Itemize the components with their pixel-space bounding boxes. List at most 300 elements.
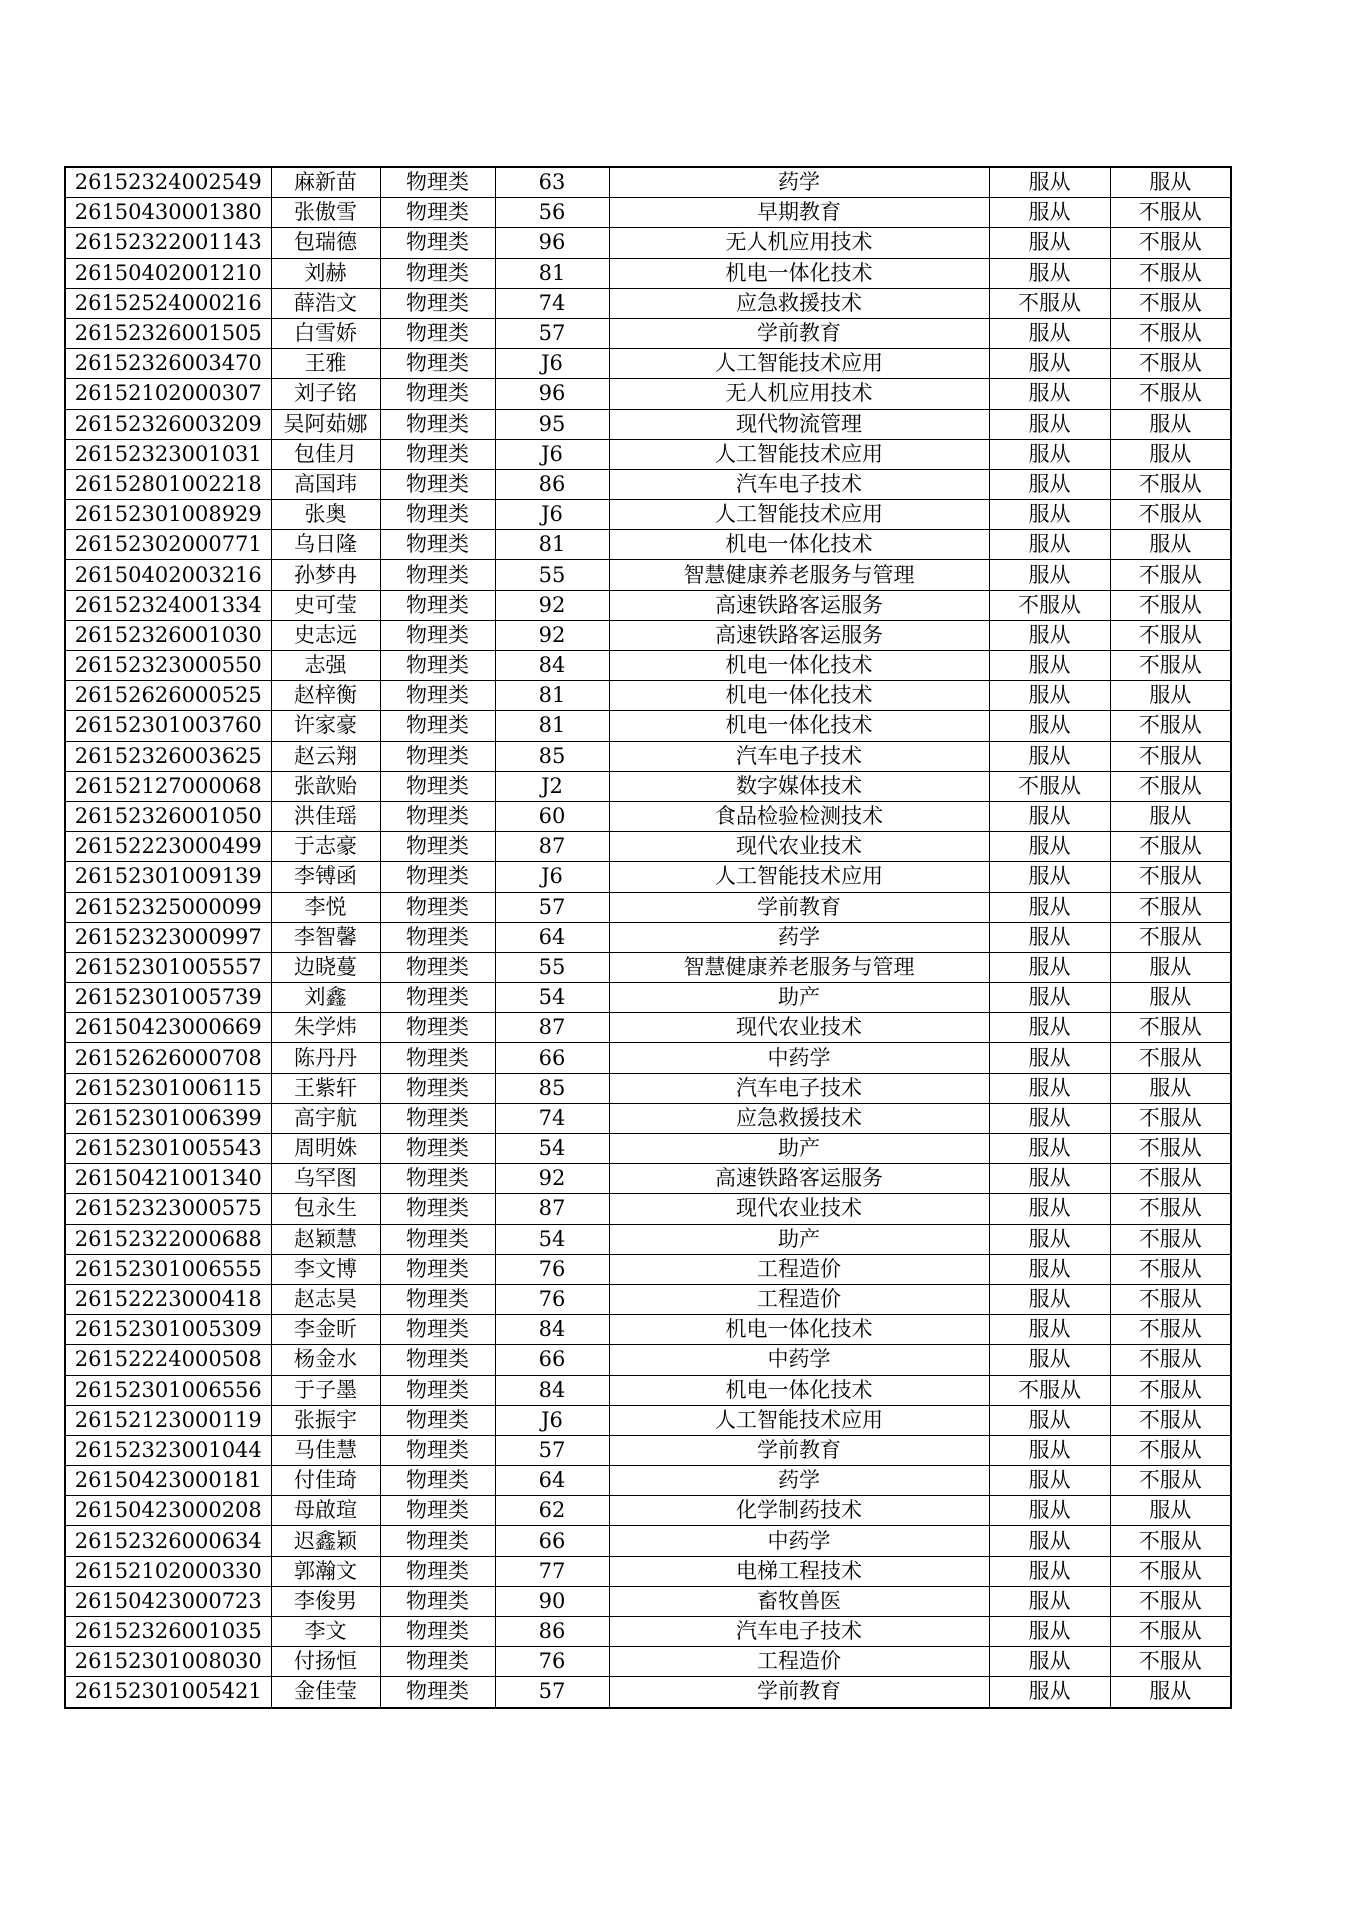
subject-category-cell: 物理类 <box>380 379 495 409</box>
table-row <box>65 741 1231 771</box>
adjust-cell-2: 不服从 <box>1110 1345 1231 1375</box>
score-code-cell: 62 <box>495 1496 609 1526</box>
major-cell: 智慧健康养老服务与管理 <box>609 560 989 590</box>
table-row <box>65 1677 1231 1708</box>
major-cell: 汽车电子技术 <box>609 1073 989 1103</box>
adjust-cell-2: 不服从 <box>1110 1315 1231 1345</box>
subject-category-cell: 物理类 <box>380 922 495 952</box>
admission-table <box>64 166 1232 1709</box>
subject-category-cell: 物理类 <box>380 741 495 771</box>
name-cell: 赵志昊 <box>271 1284 380 1314</box>
name-cell: 陈丹丹 <box>271 1043 380 1073</box>
score-code-cell: 85 <box>495 741 609 771</box>
table-body <box>65 167 1231 1708</box>
adjust-cell-2: 不服从 <box>1110 469 1231 499</box>
name-cell: 刘子铭 <box>271 379 380 409</box>
major-cell: 现代农业技术 <box>609 1194 989 1224</box>
exam-id-cell: 26152301006115 <box>65 1073 271 1103</box>
adjust-cell-1: 服从 <box>989 530 1110 560</box>
exam-id-cell: 26152326000634 <box>65 1526 271 1556</box>
name-cell: 赵颖慧 <box>271 1224 380 1254</box>
major-cell: 机电一体化技术 <box>609 1375 989 1405</box>
adjust-cell-1: 服从 <box>989 1043 1110 1073</box>
table-row <box>65 590 1231 620</box>
major-cell: 现代农业技术 <box>609 1013 989 1043</box>
adjust-cell-2: 服从 <box>1110 1677 1231 1708</box>
score-code-cell: J6 <box>495 1405 609 1435</box>
table-row <box>65 1194 1231 1224</box>
adjust-cell-1: 服从 <box>989 500 1110 530</box>
name-cell: 马佳慧 <box>271 1435 380 1465</box>
table-row <box>65 1073 1231 1103</box>
table-row <box>65 379 1231 409</box>
adjust-cell-2: 不服从 <box>1110 1194 1231 1224</box>
table-row <box>65 1345 1231 1375</box>
table-row <box>65 1375 1231 1405</box>
adjust-cell-1: 服从 <box>989 983 1110 1013</box>
adjust-cell-2: 不服从 <box>1110 832 1231 862</box>
subject-category-cell: 物理类 <box>380 892 495 922</box>
table-row <box>65 198 1231 228</box>
subject-category-cell: 物理类 <box>380 439 495 469</box>
adjust-cell-2: 不服从 <box>1110 500 1231 530</box>
score-code-cell: 55 <box>495 952 609 982</box>
table-row <box>65 1556 1231 1586</box>
major-cell: 汽车电子技术 <box>609 1617 989 1647</box>
score-code-cell: 54 <box>495 983 609 1013</box>
subject-category-cell: 物理类 <box>380 469 495 499</box>
adjust-cell-1: 不服从 <box>989 288 1110 318</box>
adjust-cell-1: 服从 <box>989 1254 1110 1284</box>
score-code-cell: 95 <box>495 409 609 439</box>
score-code-cell: 84 <box>495 1375 609 1405</box>
subject-category-cell: 物理类 <box>380 620 495 650</box>
exam-id-cell: 26152301008030 <box>65 1647 271 1677</box>
adjust-cell-1: 服从 <box>989 620 1110 650</box>
major-cell: 电梯工程技术 <box>609 1556 989 1586</box>
score-code-cell: 77 <box>495 1556 609 1586</box>
adjust-cell-2: 服从 <box>1110 801 1231 831</box>
adjust-cell-1: 服从 <box>989 1103 1110 1133</box>
score-code-cell: 76 <box>495 1254 609 1284</box>
adjust-cell-2: 不服从 <box>1110 1164 1231 1194</box>
name-cell: 麻新苗 <box>271 167 380 198</box>
adjust-cell-1: 服从 <box>989 741 1110 771</box>
exam-id-cell: 26152102000330 <box>65 1556 271 1586</box>
subject-category-cell: 物理类 <box>380 1043 495 1073</box>
score-code-cell: J6 <box>495 349 609 379</box>
exam-id-cell: 26152326001505 <box>65 318 271 348</box>
major-cell: 无人机应用技术 <box>609 379 989 409</box>
major-cell: 机电一体化技术 <box>609 258 989 288</box>
exam-id-cell: 26150423000181 <box>65 1466 271 1496</box>
name-cell: 志强 <box>271 651 380 681</box>
score-code-cell: 87 <box>495 1013 609 1043</box>
subject-category-cell: 物理类 <box>380 349 495 379</box>
table-row <box>65 952 1231 982</box>
table-row <box>65 983 1231 1013</box>
table-row <box>65 922 1231 952</box>
adjust-cell-2: 不服从 <box>1110 1617 1231 1647</box>
subject-category-cell: 物理类 <box>380 167 495 198</box>
score-code-cell: 92 <box>495 1164 609 1194</box>
exam-id-cell: 26152326003209 <box>65 409 271 439</box>
exam-id-cell: 26152323000997 <box>65 922 271 952</box>
subject-category-cell: 物理类 <box>380 1586 495 1616</box>
subject-category-cell: 物理类 <box>380 1466 495 1496</box>
name-cell: 洪佳瑶 <box>271 801 380 831</box>
table-row <box>65 560 1231 590</box>
name-cell: 张振宇 <box>271 1405 380 1435</box>
exam-id-cell: 26152301005421 <box>65 1677 271 1708</box>
adjust-cell-1: 服从 <box>989 1617 1110 1647</box>
exam-id-cell: 26152323000550 <box>65 651 271 681</box>
adjust-cell-2: 服从 <box>1110 983 1231 1013</box>
major-cell: 机电一体化技术 <box>609 1315 989 1345</box>
subject-category-cell: 物理类 <box>380 1073 495 1103</box>
major-cell: 汽车电子技术 <box>609 469 989 499</box>
major-cell: 中药学 <box>609 1345 989 1375</box>
adjust-cell-1: 服从 <box>989 651 1110 681</box>
score-code-cell: 56 <box>495 198 609 228</box>
adjust-cell-2: 不服从 <box>1110 258 1231 288</box>
major-cell: 应急救援技术 <box>609 288 989 318</box>
major-cell: 数字媒体技术 <box>609 771 989 801</box>
major-cell: 助产 <box>609 1224 989 1254</box>
name-cell: 孙梦冉 <box>271 560 380 590</box>
subject-category-cell: 物理类 <box>380 409 495 439</box>
exam-id-cell: 26152323001031 <box>65 439 271 469</box>
exam-id-cell: 26152301008929 <box>65 500 271 530</box>
subject-category-cell: 物理类 <box>380 1556 495 1586</box>
score-code-cell: 84 <box>495 1315 609 1345</box>
major-cell: 学前教育 <box>609 1435 989 1465</box>
adjust-cell-1: 服从 <box>989 711 1110 741</box>
exam-id-cell: 26152301006556 <box>65 1375 271 1405</box>
table-row <box>65 1315 1231 1345</box>
adjust-cell-1: 不服从 <box>989 771 1110 801</box>
adjust-cell-1: 服从 <box>989 1466 1110 1496</box>
name-cell: 高宇航 <box>271 1103 380 1133</box>
adjust-cell-2: 不服从 <box>1110 1134 1231 1164</box>
name-cell: 包永生 <box>271 1194 380 1224</box>
adjust-cell-1: 服从 <box>989 1013 1110 1043</box>
adjust-cell-1: 服从 <box>989 1315 1110 1345</box>
score-code-cell: 63 <box>495 167 609 198</box>
exam-id-cell: 26152301006399 <box>65 1103 271 1133</box>
major-cell: 无人机应用技术 <box>609 228 989 258</box>
exam-id-cell: 26152301005739 <box>65 983 271 1013</box>
exam-id-cell: 26152301006555 <box>65 1254 271 1284</box>
score-code-cell: 87 <box>495 1194 609 1224</box>
subject-category-cell: 物理类 <box>380 500 495 530</box>
exam-id-cell: 26152324001334 <box>65 590 271 620</box>
adjust-cell-1: 服从 <box>989 167 1110 198</box>
adjust-cell-1: 服从 <box>989 1435 1110 1465</box>
major-cell: 助产 <box>609 983 989 1013</box>
table-row <box>65 1435 1231 1465</box>
score-code-cell: 92 <box>495 590 609 620</box>
major-cell: 中药学 <box>609 1043 989 1073</box>
table-row <box>65 1164 1231 1194</box>
exam-id-cell: 26152325000099 <box>65 892 271 922</box>
adjust-cell-2: 服从 <box>1110 1073 1231 1103</box>
major-cell: 人工智能技术应用 <box>609 500 989 530</box>
major-cell: 汽车电子技术 <box>609 741 989 771</box>
subject-category-cell: 物理类 <box>380 1164 495 1194</box>
subject-category-cell: 物理类 <box>380 862 495 892</box>
score-code-cell: 86 <box>495 469 609 499</box>
major-cell: 人工智能技术应用 <box>609 439 989 469</box>
name-cell: 朱学炜 <box>271 1013 380 1043</box>
adjust-cell-2: 服从 <box>1110 952 1231 982</box>
subject-category-cell: 物理类 <box>380 711 495 741</box>
name-cell: 母啟瑄 <box>271 1496 380 1526</box>
table-row <box>65 801 1231 831</box>
major-cell: 早期教育 <box>609 198 989 228</box>
name-cell: 付扬恒 <box>271 1647 380 1677</box>
table-row <box>65 620 1231 650</box>
table-row <box>65 167 1231 198</box>
exam-id-cell: 26150402001210 <box>65 258 271 288</box>
major-cell: 中药学 <box>609 1526 989 1556</box>
major-cell: 食品检验检测技术 <box>609 801 989 831</box>
table-row <box>65 651 1231 681</box>
exam-id-cell: 26152801002218 <box>65 469 271 499</box>
adjust-cell-1: 服从 <box>989 952 1110 982</box>
adjust-cell-2: 不服从 <box>1110 771 1231 801</box>
name-cell: 李镈函 <box>271 862 380 892</box>
exam-id-cell: 26150423000669 <box>65 1013 271 1043</box>
table-row <box>65 832 1231 862</box>
adjust-cell-2: 不服从 <box>1110 590 1231 620</box>
adjust-cell-1: 服从 <box>989 1405 1110 1435</box>
exam-id-cell: 26152302000771 <box>65 530 271 560</box>
score-code-cell: 76 <box>495 1647 609 1677</box>
adjust-cell-2: 不服从 <box>1110 1405 1231 1435</box>
adjust-cell-1: 服从 <box>989 1164 1110 1194</box>
name-cell: 于志豪 <box>271 832 380 862</box>
exam-id-cell: 26152322000688 <box>65 1224 271 1254</box>
adjust-cell-2: 不服从 <box>1110 1013 1231 1043</box>
name-cell: 李俊男 <box>271 1586 380 1616</box>
exam-id-cell: 26152322001143 <box>65 228 271 258</box>
exam-id-cell: 26152326001030 <box>65 620 271 650</box>
exam-id-cell: 26152324002549 <box>65 167 271 198</box>
subject-category-cell: 物理类 <box>380 1194 495 1224</box>
adjust-cell-2: 不服从 <box>1110 228 1231 258</box>
score-code-cell: 76 <box>495 1284 609 1314</box>
major-cell: 机电一体化技术 <box>609 530 989 560</box>
exam-id-cell: 26150423000208 <box>65 1496 271 1526</box>
name-cell: 刘赫 <box>271 258 380 288</box>
major-cell: 高速铁路客运服务 <box>609 590 989 620</box>
adjust-cell-2: 不服从 <box>1110 318 1231 348</box>
score-code-cell: 57 <box>495 1677 609 1708</box>
name-cell: 包佳月 <box>271 439 380 469</box>
score-code-cell: 60 <box>495 801 609 831</box>
name-cell: 付佳琦 <box>271 1466 380 1496</box>
subject-category-cell: 物理类 <box>380 1013 495 1043</box>
name-cell: 吴阿茹娜 <box>271 409 380 439</box>
exam-id-cell: 26152123000119 <box>65 1405 271 1435</box>
table-row <box>65 1647 1231 1677</box>
major-cell: 工程造价 <box>609 1254 989 1284</box>
subject-category-cell: 物理类 <box>380 801 495 831</box>
adjust-cell-1: 服从 <box>989 1284 1110 1314</box>
exam-id-cell: 26152223000418 <box>65 1284 271 1314</box>
adjust-cell-1: 服从 <box>989 1586 1110 1616</box>
adjust-cell-2: 不服从 <box>1110 1103 1231 1133</box>
adjust-cell-2: 不服从 <box>1110 1435 1231 1465</box>
adjust-cell-2: 服从 <box>1110 167 1231 198</box>
major-cell: 人工智能技术应用 <box>609 862 989 892</box>
subject-category-cell: 物理类 <box>380 590 495 620</box>
score-code-cell: J2 <box>495 771 609 801</box>
exam-id-cell: 26152626000525 <box>65 681 271 711</box>
exam-id-cell: 26152224000508 <box>65 1345 271 1375</box>
name-cell: 李文博 <box>271 1254 380 1284</box>
subject-category-cell: 物理类 <box>380 1617 495 1647</box>
table-row <box>65 1466 1231 1496</box>
name-cell: 赵梓衡 <box>271 681 380 711</box>
major-cell: 现代物流管理 <box>609 409 989 439</box>
adjust-cell-1: 服从 <box>989 1345 1110 1375</box>
name-cell: 于子墨 <box>271 1375 380 1405</box>
name-cell: 史可莹 <box>271 590 380 620</box>
subject-category-cell: 物理类 <box>380 318 495 348</box>
adjust-cell-2: 不服从 <box>1110 1284 1231 1314</box>
adjust-cell-1: 服从 <box>989 1496 1110 1526</box>
name-cell: 赵云翔 <box>271 741 380 771</box>
subject-category-cell: 物理类 <box>380 258 495 288</box>
adjust-cell-2: 不服从 <box>1110 1586 1231 1616</box>
score-code-cell: 87 <box>495 832 609 862</box>
major-cell: 人工智能技术应用 <box>609 1405 989 1435</box>
table-row <box>65 1617 1231 1647</box>
name-cell: 杨金水 <box>271 1345 380 1375</box>
subject-category-cell: 物理类 <box>380 1103 495 1133</box>
exam-id-cell: 26150402003216 <box>65 560 271 590</box>
subject-category-cell: 物理类 <box>380 952 495 982</box>
score-code-cell: 81 <box>495 681 609 711</box>
subject-category-cell: 物理类 <box>380 983 495 1013</box>
exam-id-cell: 26152127000068 <box>65 771 271 801</box>
adjust-cell-2: 服从 <box>1110 409 1231 439</box>
table-row <box>65 771 1231 801</box>
adjust-cell-1: 服从 <box>989 439 1110 469</box>
score-code-cell: 96 <box>495 379 609 409</box>
adjust-cell-2: 不服从 <box>1110 1526 1231 1556</box>
major-cell: 高速铁路客运服务 <box>609 620 989 650</box>
name-cell: 刘鑫 <box>271 983 380 1013</box>
name-cell: 金佳莹 <box>271 1677 380 1708</box>
adjust-cell-1: 服从 <box>989 922 1110 952</box>
exam-id-cell: 26152326001050 <box>65 801 271 831</box>
major-cell: 学前教育 <box>609 1677 989 1708</box>
table-row <box>65 1284 1231 1314</box>
subject-category-cell: 物理类 <box>380 1254 495 1284</box>
name-cell: 乌日隆 <box>271 530 380 560</box>
adjust-cell-2: 不服从 <box>1110 1556 1231 1586</box>
score-code-cell: 54 <box>495 1224 609 1254</box>
name-cell: 王紫轩 <box>271 1073 380 1103</box>
score-code-cell: 85 <box>495 1073 609 1103</box>
adjust-cell-1: 服从 <box>989 832 1110 862</box>
table-row <box>65 409 1231 439</box>
adjust-cell-2: 服从 <box>1110 681 1231 711</box>
name-cell: 王雅 <box>271 349 380 379</box>
name-cell: 高国玮 <box>271 469 380 499</box>
adjust-cell-1: 服从 <box>989 1194 1110 1224</box>
score-code-cell: J6 <box>495 439 609 469</box>
score-code-cell: 54 <box>495 1134 609 1164</box>
major-cell: 人工智能技术应用 <box>609 349 989 379</box>
table-row <box>65 681 1231 711</box>
subject-category-cell: 物理类 <box>380 1134 495 1164</box>
adjust-cell-1: 服从 <box>989 1677 1110 1708</box>
adjust-cell-2: 服从 <box>1110 530 1231 560</box>
exam-id-cell: 26152326001035 <box>65 1617 271 1647</box>
table-row <box>65 1134 1231 1164</box>
table-row <box>65 1043 1231 1073</box>
subject-category-cell: 物理类 <box>380 228 495 258</box>
adjust-cell-1: 服从 <box>989 379 1110 409</box>
adjust-cell-2: 服从 <box>1110 439 1231 469</box>
name-cell: 李金昕 <box>271 1315 380 1345</box>
score-code-cell: 74 <box>495 1103 609 1133</box>
adjust-cell-1: 服从 <box>989 469 1110 499</box>
score-code-cell: 66 <box>495 1043 609 1073</box>
major-cell: 工程造价 <box>609 1284 989 1314</box>
table-row <box>65 892 1231 922</box>
name-cell: 史志远 <box>271 620 380 650</box>
score-code-cell: 96 <box>495 228 609 258</box>
adjust-cell-1: 服从 <box>989 198 1110 228</box>
score-code-cell: 64 <box>495 922 609 952</box>
major-cell: 学前教育 <box>609 318 989 348</box>
table-row <box>65 530 1231 560</box>
major-cell: 应急救援技术 <box>609 1103 989 1133</box>
adjust-cell-1: 服从 <box>989 560 1110 590</box>
adjust-cell-2: 不服从 <box>1110 711 1231 741</box>
table-row <box>65 349 1231 379</box>
score-code-cell: 81 <box>495 258 609 288</box>
score-code-cell: 57 <box>495 318 609 348</box>
adjust-cell-2: 不服从 <box>1110 862 1231 892</box>
subject-category-cell: 物理类 <box>380 560 495 590</box>
exam-id-cell: 26152326003470 <box>65 349 271 379</box>
table-row <box>65 1405 1231 1435</box>
adjust-cell-2: 不服从 <box>1110 892 1231 922</box>
score-code-cell: 86 <box>495 1617 609 1647</box>
table-row <box>65 862 1231 892</box>
exam-id-cell: 26152301005543 <box>65 1134 271 1164</box>
adjust-cell-1: 服从 <box>989 349 1110 379</box>
adjust-cell-2: 不服从 <box>1110 198 1231 228</box>
table-row <box>65 318 1231 348</box>
major-cell: 助产 <box>609 1134 989 1164</box>
name-cell: 张傲雪 <box>271 198 380 228</box>
adjust-cell-1: 服从 <box>989 862 1110 892</box>
adjust-cell-2: 不服从 <box>1110 651 1231 681</box>
subject-category-cell: 物理类 <box>380 1496 495 1526</box>
score-code-cell: J6 <box>495 500 609 530</box>
subject-category-cell: 物理类 <box>380 1284 495 1314</box>
major-cell: 高速铁路客运服务 <box>609 1164 989 1194</box>
name-cell: 包瑞德 <box>271 228 380 258</box>
adjust-cell-2: 不服从 <box>1110 1647 1231 1677</box>
